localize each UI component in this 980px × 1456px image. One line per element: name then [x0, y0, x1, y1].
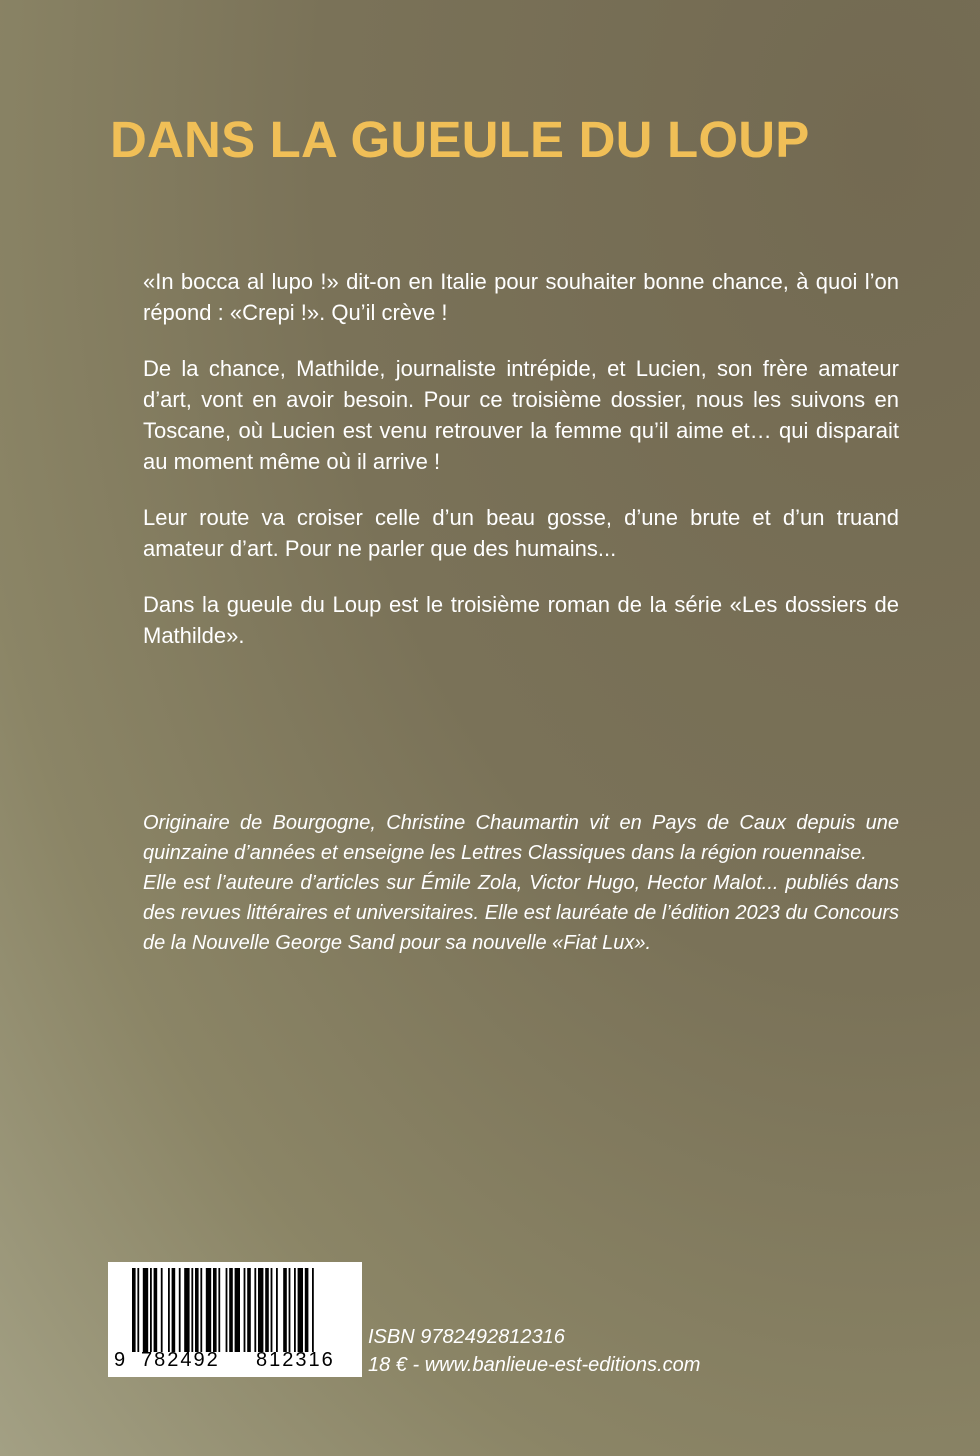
barcode-bar: [298, 1268, 303, 1352]
barcode-bar: [213, 1268, 217, 1352]
barcode-bar: [143, 1268, 148, 1352]
barcode-bar: [305, 1268, 309, 1352]
barcode-digits-right: 812316: [256, 1349, 335, 1371]
barcode-digits: [108, 1349, 362, 1375]
barcode-bar: [132, 1268, 136, 1352]
barcode-bar: [191, 1268, 193, 1352]
barcode-bar: [244, 1268, 246, 1352]
isbn-barcode: [108, 1262, 362, 1377]
barcode-bar: [200, 1268, 202, 1352]
barcode-digit-first: 9: [114, 1349, 128, 1371]
barcode-bar: [229, 1268, 233, 1352]
barcode-bar: [137, 1268, 139, 1352]
synopsis-paragraph: Dans la gueule du Loup est le troisième roman de la série «Les dossiers de Mathilde».: [143, 592, 899, 648]
author-bio-paragraph: Elle est l’auteure d’articles sur Émile Zola, Victor Hugo, Hector Malot... publiés dans des revues littéraires et universitaires. Elle est lauréate de l’édition 2023 du Concours de la Nouvelle George Sand pour sa nouvelle «Fiat Lux».: [143, 872, 899, 954]
barcode-bar: [172, 1268, 176, 1352]
isbn-text: ISBN 9782492812316: [368, 1326, 565, 1348]
barcode-bar: [179, 1268, 181, 1352]
barcode-digits-left: 782492: [141, 1349, 220, 1371]
author-bio: [143, 808, 899, 958]
synopsis-paragraph: «In bocca al lupo !» dit-on en Italie pour souhaiter bonne chance, à quoi l’on répond : «Crepi !». Qu’il crève !: [143, 269, 899, 325]
barcode-bar: [168, 1268, 170, 1352]
barcode-bar: [294, 1268, 296, 1352]
barcode-bar: [271, 1268, 273, 1352]
barcode-bar: [226, 1268, 228, 1352]
synopsis: [143, 266, 899, 676]
barcode-bar: [184, 1268, 189, 1352]
book-title: DANS LA GUEULE DU LOUP: [110, 111, 810, 168]
barcode-bar: [161, 1268, 163, 1352]
synopsis-paragraph: De la chance, Mathilde, journaliste intrépide, et Lucien, son frère amateur d’art, vont en avoir besoin. Pour ce troisième dossier, nous les suivons en Toscane, où Lucien est venu retrouver la femme qu’il aime et… qui disparait au moment même où il arrive !: [143, 356, 899, 474]
barcode-bar: [258, 1268, 263, 1352]
barcode-bar: [254, 1268, 256, 1352]
synopsis-paragraph: Leur route va croiser celle d’un beau gosse, d’une brute et d’un truand amateur d’art. Pour ne parler que des humains...: [143, 505, 899, 561]
barcode-bars: [108, 1262, 362, 1354]
barcode-bar: [283, 1268, 287, 1352]
price-and-website: 18 € - www.banlieue-est-editions.com: [368, 1354, 701, 1376]
barcode-bar: [265, 1268, 269, 1352]
barcode-bar: [276, 1268, 278, 1352]
barcode-bar: [289, 1268, 291, 1352]
author-bio-paragraph: Originaire de Bourgogne, Christine Chaumartin vit en Pays de Caux depuis une quinzaine d’années et enseigne les Lettres Classiques dans la région rouennaise.: [143, 812, 899, 864]
barcode-bar: [247, 1268, 251, 1352]
barcode-bar: [150, 1268, 152, 1352]
barcode-bar: [195, 1268, 199, 1352]
barcode-bar: [206, 1268, 211, 1352]
barcode-bar: [154, 1268, 158, 1352]
publication-info: [368, 1323, 700, 1379]
barcode-bar: [218, 1268, 220, 1352]
barcode-bar: [312, 1268, 314, 1352]
barcode-bar: [235, 1268, 240, 1352]
